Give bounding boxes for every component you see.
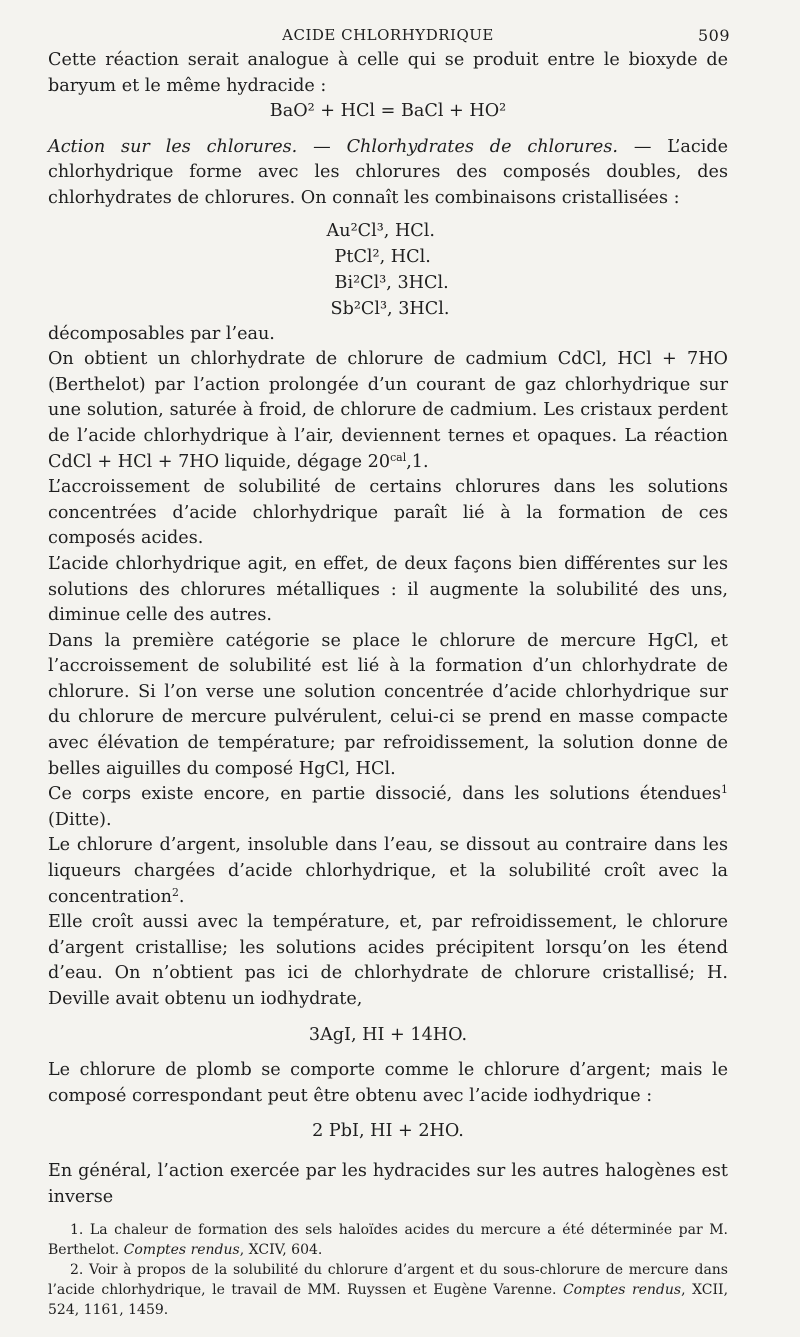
paragraph-12: En général, l’action exercée par les hydracides sur les autres halogènes est inverse [48, 1160, 728, 1207]
paragraph-11: Le chlorure de plomb se comporte comme le chlorure d’argent; mais le composé correspondant peut être obtenu avec l’acide iodhydrique : [48, 1060, 728, 1106]
paragraph-8-text: Ce corps existe encore, en partie dissocié, dans les solutions étendues [48, 784, 722, 805]
footnote-1-text: 1. La chaleur de formation des sels haloïdes acides du mercure a été déterminée par M. Berthelot. [48, 1222, 728, 1259]
footnote-2-journal: Comptes rendus [562, 1282, 682, 1299]
paragraph-2 [48, 135, 728, 212]
paragraph-7: Dans la première catégorie se place le chlorure de mercure HgCl, et l’accroissement de solubilité est lié à la formation d’un chlorhydrate de chlorure. Si l’on verse une solution concentrée d’acide chlorhydrique sur du chlorure de mercure pulvérulent, celui-ci se prend en masse compacte avec élévation de température; par refroidissement, la solution donne de belles aiguilles du composé HgCl, HCl. [48, 630, 728, 779]
footnote-ref-2: 2 [171, 885, 179, 899]
footnote-2-ref: , XCII, 524, 1161, 1459. [48, 1282, 729, 1319]
calorie-superscript: cal [390, 450, 407, 464]
equation-bao2: BaO² + HCl = BaCl + HO² [269, 101, 507, 122]
page-number: 509 [697, 26, 730, 45]
chloride-list [48, 218, 728, 322]
chloride-formula-gold: Au²Cl³, HCl. [326, 220, 435, 241]
chloride-formula-antimony: Sb²Cl³, 3HCl. [330, 298, 450, 319]
paragraph-4 [48, 347, 728, 475]
paragraph-2-text: — L’acide chlorhydrique forme avec les chlorures des composés doubles, des chlorhydrates de chlorures. On connaît les combinaisons cristallisées : [48, 136, 728, 208]
paragraph-8-end: (Ditte). [48, 809, 112, 830]
chloride-formula-bismuth: Bi²Cl³, 3HCl. [334, 272, 449, 293]
footnote-1 [48, 1220, 728, 1260]
paragraph-9-text: Le chlorure d’argent, insoluble dans l’eau, se dissout au contraire dans les liqueurs chargées d’acide chlorhydrique, et la solubilité croît avec la concentration [48, 835, 728, 907]
equation-pbi: 2 PbI, HI + 2HO. [312, 1121, 464, 1142]
chloride-formula-platinum: PtCl², HCl. [334, 246, 431, 267]
footnote-1-journal: Comptes rendus [123, 1242, 240, 1259]
footnote-ref-1: 1 [721, 783, 728, 797]
paragraph-8 [48, 782, 728, 833]
body-text [48, 48, 728, 1210]
paragraph-1: Cette réaction serait analogue à celle qui se produit entre le bioxyde de baryum et le même hydracide : [48, 50, 728, 96]
footnote-2-text: 2. Voir à propos de la solubilité du chlorure d’argent et du sous-chlorure de mercure dans l’acide chlorhydrique, le travail de MM. Ruyssen et Eugène Varenne. [48, 1262, 728, 1299]
paragraph-9 [48, 833, 728, 910]
paragraph-4-text: On obtient un chlorhydrate de chlorure de cadmium CdCl, HCl + 7HO (Berthelot) par l’action prolongée d’un courant de gaz chlorhydrique sur une solution, saturée à froid, de chlorure de cadmium. Les cristaux perdent de l’acide chlorhydrique à l’air, deviennent ternes et opaques. La réaction CdCl + HCl + 7HO liquide, dégage 20 [48, 349, 728, 472]
paragraph-6: L’acide chlorhydrique agit, en effet, de deux façons bien différentes sur les solutions des chlorures métalliques : il augmente la solubilité des uns, diminue celle des autres. [48, 553, 728, 626]
footnote-2 [48, 1260, 728, 1320]
paragraph-10: Elle croît aussi avec la température, et, par refroidissement, le chlorure d’argent cristallise; les solutions acides précipitent lorsqu’on les étend d’eau. On n’obtient pas ici de chlorhydrate de chlorure cristallisé; H. Deville avait obtenu un iodhydrate, [48, 912, 728, 1009]
paragraph-9-end: . [178, 886, 185, 907]
paragraph-5: L’accroissement de solubilité de certains chlorures dans les solutions concentrées d’acide chlorhydrique paraît lié à la formation de ces composés acides. [48, 477, 728, 549]
running-title: ACIDE CHLORHYDRIQUE [282, 26, 494, 44]
running-head [48, 24, 728, 48]
equation-agi: 3AgI, HI + 14HO. [308, 1024, 468, 1045]
paragraph-3: décomposables par l’eau. [48, 323, 275, 344]
paragraph-4-end: ,1. [406, 451, 429, 472]
section-heading: Action sur les chlorures. — Chlorhydrates de chlorures. [48, 136, 618, 157]
footnotes [48, 1220, 728, 1320]
footnote-1-ref: , XCIV, 604. [239, 1242, 323, 1259]
